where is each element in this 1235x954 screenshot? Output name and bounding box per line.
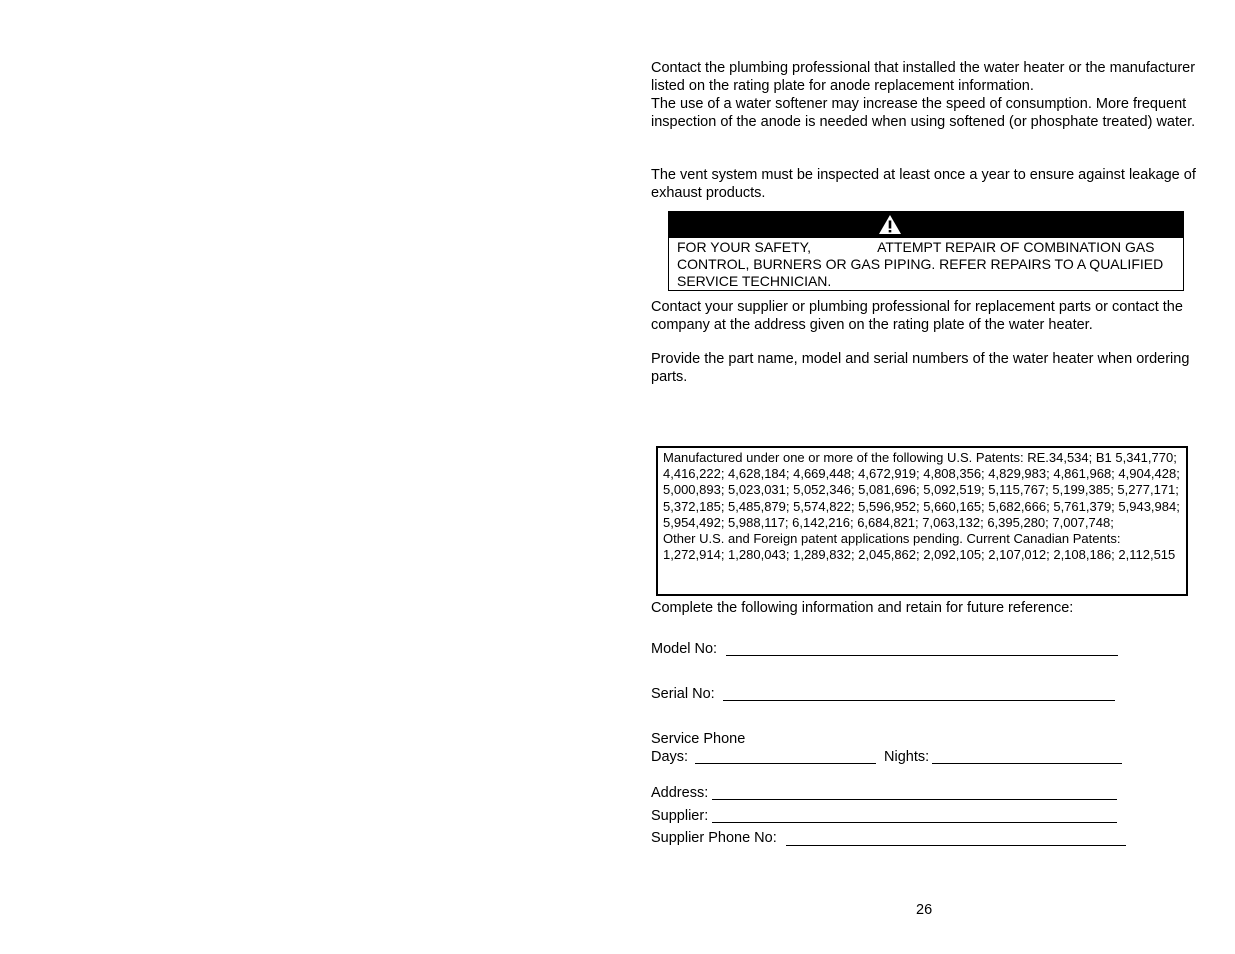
address-field-line[interactable] [712,799,1117,800]
warning-text: FOR YOUR SAFETY, ATTEMPT REPAIR OF COMBINATION GAS CONTROL, BURNERS OR GAS PIPING. REFER REPAIRS TO A QUALIFIED SERVICE TECHNICIAN. [677,239,1164,289]
nights-label: Nights: [884,749,930,765]
serial-field-line[interactable] [723,700,1115,701]
model-field-line[interactable] [726,655,1118,656]
warning-header-bar [669,212,1183,238]
vent-inspection-paragraph: The vent system must be inspected at least once a year to ensure against leakage of exhaust products. [651,167,1196,201]
page-number: 26 [916,902,933,918]
other-patents-text: Other U.S. and Foreign patent applications pending. Current Canadian Patents: 1,272,914; 1,280,043; 1,289,832; 2,045,862; 2,092,105; 2,107,012; 2,108,186; 2,112,515 [663,531,1176,563]
ordering-parts-paragraph: Provide the part name, model and serial numbers of the water heater when ordering parts. [651,351,1190,385]
supplier-label: Supplier: [651,808,709,824]
patents-box [656,446,1188,596]
model-label: Model No: [651,641,718,657]
days-field-line[interactable] [695,763,876,764]
replacement-parts-paragraph: Contact your supplier or plumbing professional for replacement parts or contact the company at the address given on the rating plate of the water heater. [651,299,1183,333]
supplier-field-line[interactable] [712,822,1117,823]
safety-warning-box [668,211,1184,291]
supplier-phone-label: Supplier Phone No: [651,830,777,846]
nights-field-line[interactable] [932,763,1122,764]
service-phone-label: Service Phone [651,731,746,747]
serial-label: Serial No: [651,686,715,702]
complete-info-paragraph: Complete the following information and retain for future reference: [651,600,1074,616]
supplier-phone-field-line[interactable] [786,845,1126,846]
water-softener-paragraph: The use of a water softener may increase the speed of consumption. More frequent inspection of the anode is needed when using softened (or phosphate treated) water. [651,96,1196,130]
days-label: Days: [651,749,689,765]
us-patents-text: Manufactured under one or more of the following U.S. Patents: RE.34,534; B1 5,341,770; 4,416,222; 4,628,184; 4,669,448; 4,672,919; 4,808,356; 4,829,983; 4,861,968; 4,904,428; 5,000,893; 5,023,031; 5,052,346; 5,081,696; 5,092,519; 5,115,767; 5,199,385; 5,277,171; 5,372,185; 5,485,879; 5,574,822; 5,596,952; 5,660,165; 5,682,666; 5,761,379; 5,943,984; 5,954,492; 5,988,117; 6,142,216; 6,684,821; 7,063,132; 6,395,280; 7,007,748; [663,450,1180,530]
warning-triangle-icon [878,214,902,235]
address-label: Address: [651,785,709,801]
anode-contact-paragraph: Contact the plumbing professional that installed the water heater or the manufacturer listed on the rating plate for anode replacement information. [651,60,1196,94]
